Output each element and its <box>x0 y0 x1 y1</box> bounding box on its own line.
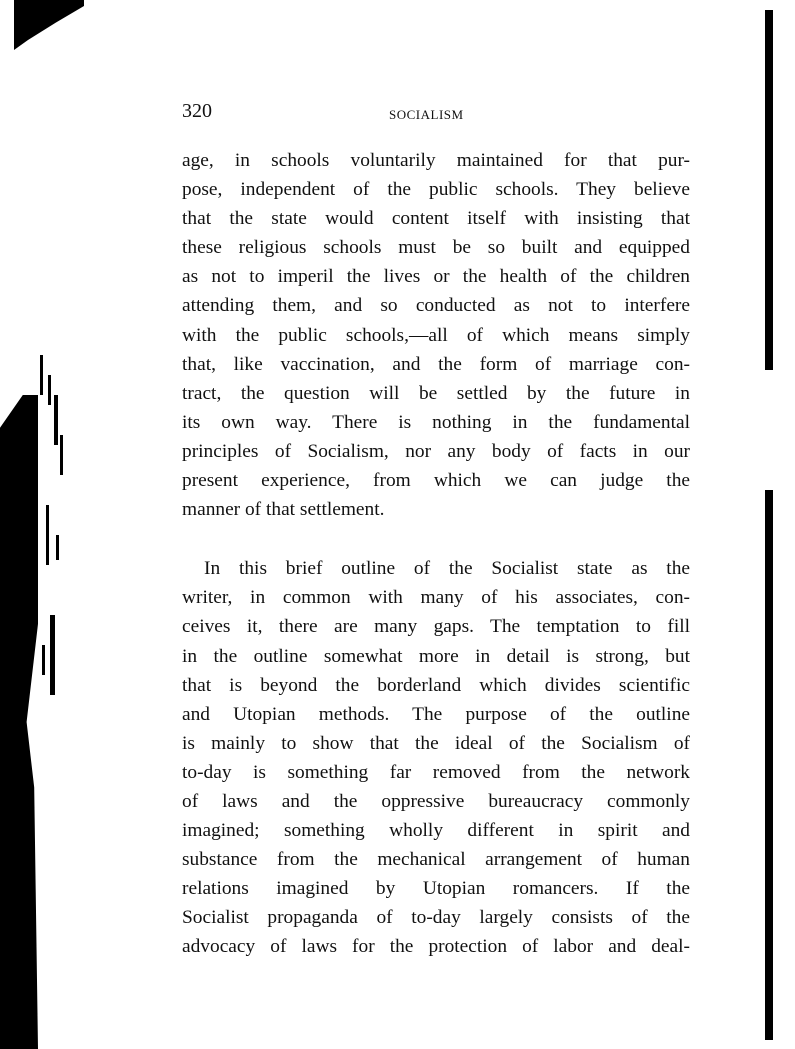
text-line: that, like vaccination, and the form of marriage con- <box>182 353 690 375</box>
text-line: to-day is something far removed from the network <box>182 761 690 783</box>
text-line: principles of Socialism, nor any body of facts in our <box>182 440 690 462</box>
page-number: 320 <box>182 100 212 122</box>
text-line: and Utopian methods. The purpose of the outline <box>182 703 690 725</box>
page-header <box>182 100 690 130</box>
text-line: age, in schools voluntarily maintained for that pur- <box>182 150 690 171</box>
text-line: ceives it, there are many gaps. The temptation to fill <box>182 616 690 638</box>
text-line: imagined; something wholly different in spirit and <box>182 820 690 842</box>
body-text <box>182 146 690 962</box>
text-line: that the state would content itself with insisting that <box>182 208 690 230</box>
text-line: these religious schools must be so built and equipped <box>182 237 690 259</box>
scan-artifact-left-strip <box>0 395 38 1049</box>
text-line: substance from the mechanical arrangement of human <box>182 849 690 871</box>
text-line: of laws and the oppressive bureaucracy commonly <box>182 790 690 812</box>
text-line: manner of that settlement. <box>182 499 385 521</box>
text-line: present experience, from which we can judge the <box>182 470 690 492</box>
scan-artifact-corner <box>14 0 84 50</box>
running-head: SOCIALISM <box>389 107 464 122</box>
text-line: pose, independent of the public schools. They believe <box>182 179 690 201</box>
text-line: writer, in common with many of his associates, con- <box>182 587 690 609</box>
paragraph <box>182 146 690 524</box>
scan-artifact-right-bar-top <box>765 10 773 370</box>
paragraph <box>182 554 690 961</box>
text-line: relations imagined by Utopian romancers. If the <box>182 878 690 900</box>
text-line: that is beyond the borderland which divides scientific <box>182 674 690 696</box>
text-line: as not to imperil the lives or the health of the children <box>182 266 690 288</box>
text-line: Socialist propaganda of to-day largely consists of the <box>182 907 690 929</box>
text-line: with the public schools,—all of which means simply <box>182 324 690 346</box>
scan-artifact-left-marks <box>40 355 70 725</box>
text-line: advocacy of laws for the protection of labor and deal- <box>182 936 690 958</box>
text-line: tract, the question will be settled by the future in <box>182 382 690 404</box>
text-line: its own way. There is nothing in the fundamental <box>182 411 690 433</box>
text-line: attending them, and so conducted as not to interfere <box>182 295 690 317</box>
text-line: In this brief outline of the Socialist state as the <box>204 558 690 580</box>
scan-artifact-right-bar-bottom <box>765 490 773 1040</box>
text-line: in the outline somewhat more in detail is strong, but <box>182 645 690 667</box>
text-line: is mainly to show that the ideal of the Socialism of <box>182 732 690 754</box>
